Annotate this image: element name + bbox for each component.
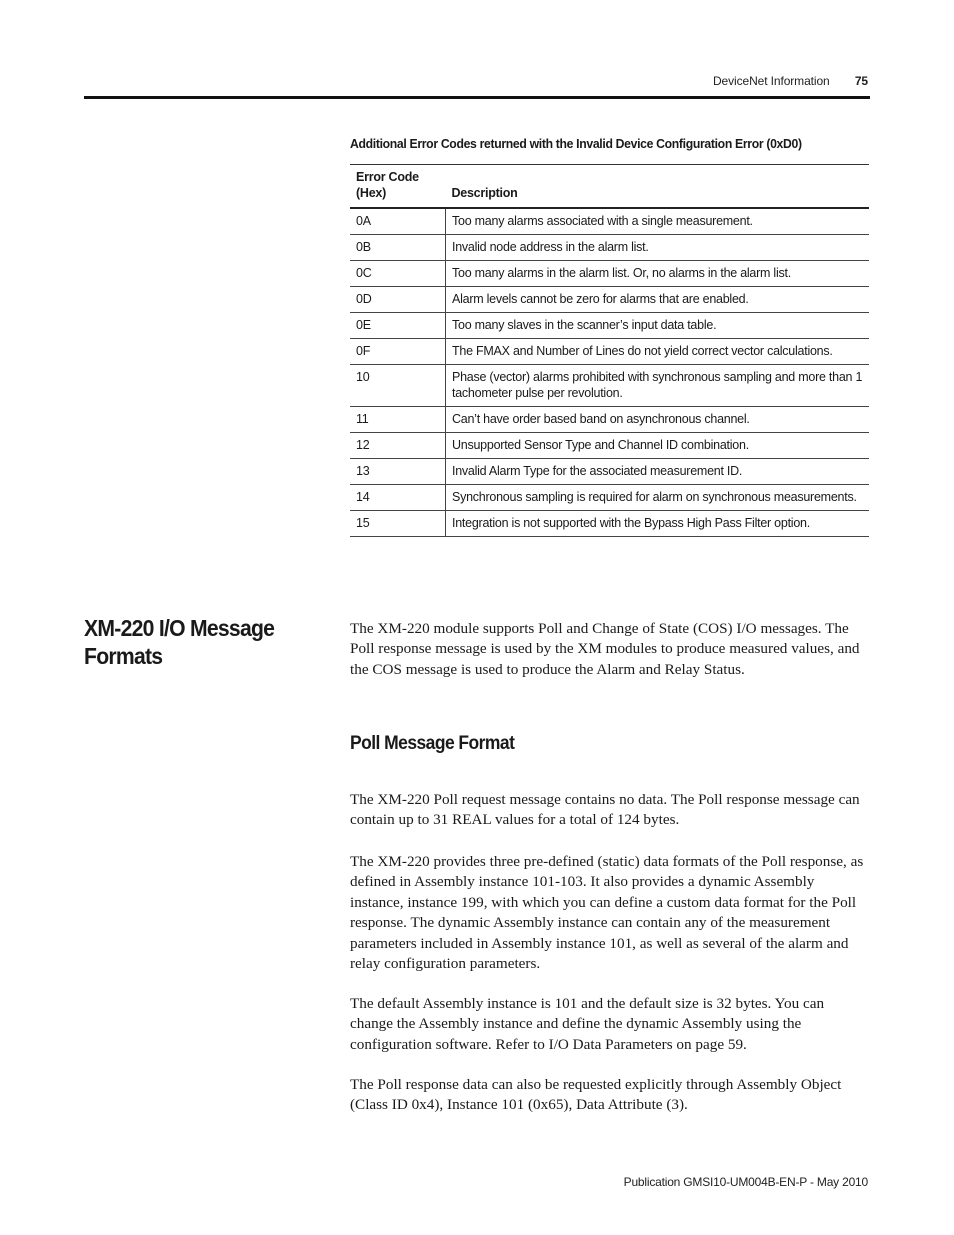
error-code-cell: 14	[350, 485, 446, 511]
error-code-cell: 11	[350, 407, 446, 433]
description-cell: Invalid Alarm Type for the associated measurement ID.	[446, 459, 870, 485]
table-row	[350, 235, 869, 261]
error-code-cell: 15	[350, 511, 446, 537]
error-code-cell: 0D	[350, 287, 446, 313]
table-row	[350, 511, 869, 537]
table-header-row	[350, 165, 869, 209]
table-row	[350, 433, 869, 459]
body-paragraph: The default Assembly instance is 101 and the default size is 32 bytes. You can change the Assembly instance and define the dynamic Assembly using the configuration software. Refer to I/O Data Parameters on page 59.	[350, 995, 825, 1053]
table-row	[350, 287, 869, 313]
error-code-cell: 13	[350, 459, 446, 485]
body-paragraph: The Poll response data can also be requested explicitly through Assembly Object (Class ID 0x4), Instance 101 (0x65), Data Attribute (3).	[350, 1076, 842, 1114]
error-code-cell: 0B	[350, 235, 446, 261]
table-row	[350, 339, 869, 365]
description-cell: The FMAX and Number of Lines do not yield correct vector calculations.	[446, 339, 870, 365]
table-row	[350, 459, 869, 485]
column-header-error-code: Error Code (Hex)	[350, 165, 446, 209]
description-cell: Can’t have order based band on asynchronous channel.	[446, 407, 870, 433]
error-code-cell: 0A	[350, 208, 446, 235]
header-rule	[84, 96, 870, 99]
description-cell: Synchronous sampling is required for alarm on synchronous measurements.	[446, 485, 870, 511]
table-row	[350, 208, 869, 235]
body-paragraph: The XM-220 provides three pre-defined (static) data formats of the Poll response, as defined in Assembly instance 101-103. It also provides a dynamic Assembly instance, instance 199, with which you can define a custom data format for the Poll response. The dynamic Assembly instance can contain any of the measurement parameters included in Assembly instance 101, as well as several of the alarm and relay configuration parameters.	[350, 853, 864, 973]
body-paragraph: The XM-220 Poll request message contains no data. The Poll response message can contain up to 31 REAL values for a total of 124 bytes.	[350, 791, 860, 829]
error-code-cell: 10	[350, 365, 446, 407]
description-cell: Too many alarms associated with a single measurement.	[446, 208, 870, 235]
table-row	[350, 261, 869, 287]
section-heading: XM-220 I/O Message Formats	[84, 615, 275, 669]
error-code-cell: 0F	[350, 339, 446, 365]
running-header	[713, 74, 868, 88]
error-code-cell: 0C	[350, 261, 446, 287]
table-row	[350, 485, 869, 511]
description-cell: Integration is not supported with the Bypass High Pass Filter option.	[446, 511, 870, 537]
page-number: 75	[854, 74, 868, 88]
error-code-cell: 0E	[350, 313, 446, 339]
table-caption: Additional Error Codes returned with the Invalid Device Configuration Error (0xD0)	[350, 136, 802, 151]
table-row	[350, 407, 869, 433]
table-row	[350, 365, 869, 407]
description-cell: Invalid node address in the alarm list.	[446, 235, 870, 261]
header-section-label: DeviceNet Information	[712, 74, 830, 88]
description-cell: Too many slaves in the scanner’s input data table.	[446, 313, 870, 339]
table-row	[350, 313, 869, 339]
section-intro-paragraph: The XM-220 module supports Poll and Change of State (COS) I/O messages. The Poll response message is used by the XM modules to produce measured values, and the COS message is used to produce the Alarm and Relay Status.	[350, 620, 860, 678]
error-code-table	[350, 164, 869, 537]
column-header-description: Description	[446, 165, 870, 209]
description-cell: Alarm levels cannot be zero for alarms that are enabled.	[446, 287, 870, 313]
description-cell: Phase (vector) alarms prohibited with synchronous sampling and more than 1 tachometer pulse per revolution.	[446, 365, 870, 407]
publication-footer: Publication GMSI10-UM004B-EN-P - May 2010	[623, 1175, 868, 1189]
description-cell: Too many alarms in the alarm list. Or, no alarms in the alarm list.	[446, 261, 870, 287]
error-code-cell: 12	[350, 433, 446, 459]
subsection-heading: Poll Message Format	[350, 733, 515, 754]
description-cell: Unsupported Sensor Type and Channel ID combination.	[446, 433, 870, 459]
